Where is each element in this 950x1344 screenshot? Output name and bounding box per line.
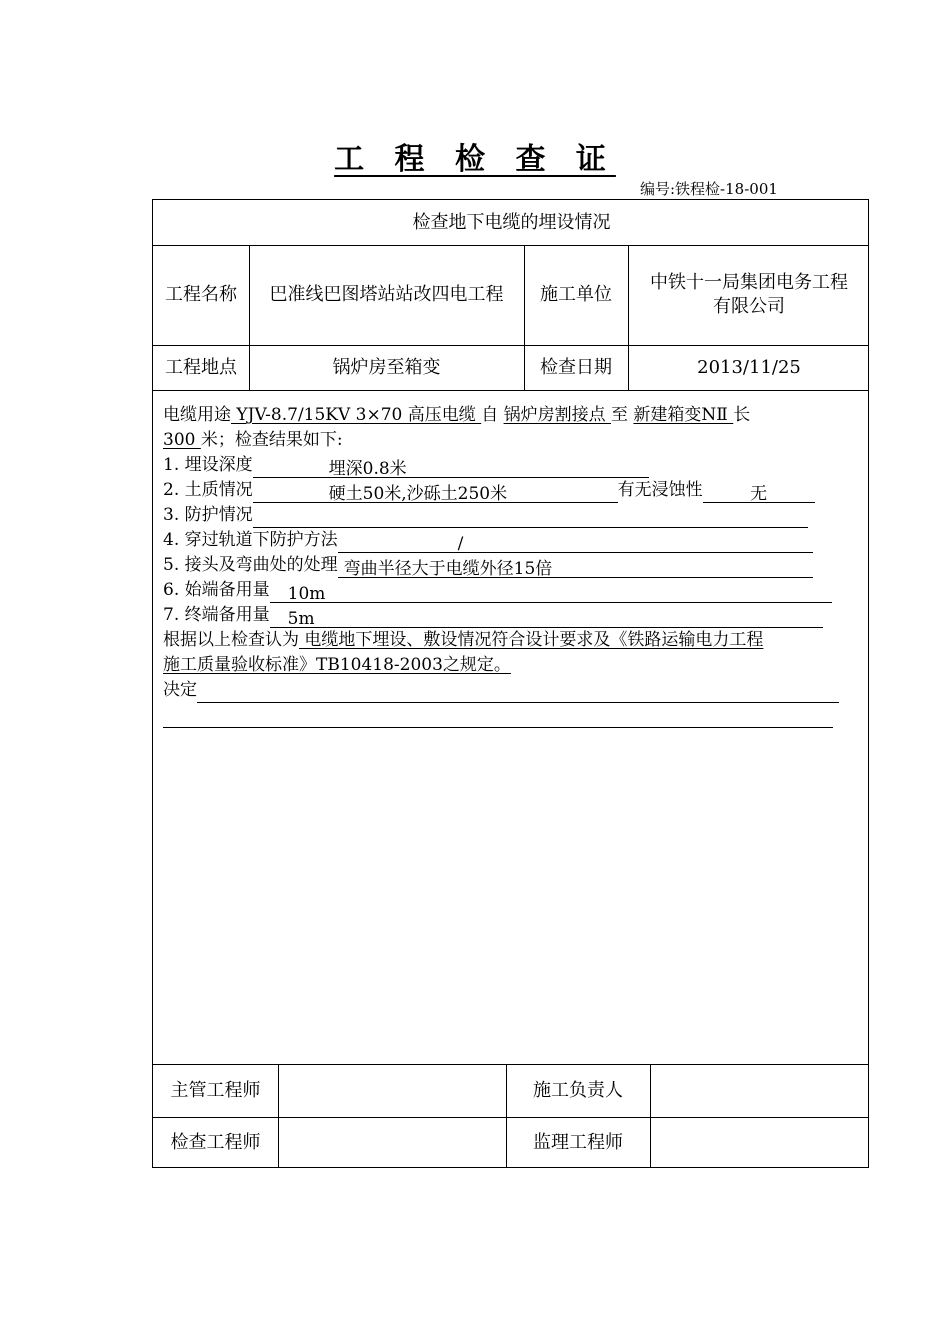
divider [153,390,868,391]
inspection-content [163,403,863,728]
fill-line [163,707,833,728]
fill-line [338,532,813,553]
item-end-reserve [163,603,863,628]
decision-label: 决定 [163,680,197,700]
cable-length: 300 [163,430,201,450]
form-heading: 检查地下电缆的埋设情况 [412,211,611,233]
from-label: 自 [481,405,499,425]
erosion-value: 无 [750,484,768,504]
conclusion-line-2 [163,653,863,678]
soil-value: 硬土50米,沙砾土250米 [328,484,508,504]
fill-line [338,557,813,578]
fill-line [197,682,839,703]
erosion-label: 有无浸蚀性 [617,480,703,500]
cable-purpose-label: 电缆用途 [163,405,231,425]
project-name-value: 巴准线巴图塔站站改四电工程 [269,284,504,305]
track-crossing-value: / [457,534,464,554]
cable-purpose-line [163,403,863,428]
contractor-label: 施工单位 [540,284,612,305]
from-point: 锅炉房割接点 [503,405,611,425]
item-soil [163,478,863,503]
start-reserve-value: 10m [287,584,326,604]
item-label: 3. 防护情况 [163,505,253,525]
item-label: 5. 接头及弯曲处的处理 [163,555,338,575]
item-label: 7. 终端备用量 [163,605,270,625]
to-label: 至 [611,405,628,425]
conclusion-value: 电缆地下埋设、敷设情况符合设计要求及《铁路运输电力工程 [299,630,764,650]
fill-line [703,482,815,503]
length-line [163,428,863,453]
item-label: 4. 穿过轨道下防护方法 [163,530,338,550]
item-start-reserve [163,578,863,603]
divider [278,1064,279,1168]
chief-engineer-label: 主管工程师 [170,1079,261,1101]
item-label: 6. 始端备用量 [163,580,270,600]
decision-line [163,678,863,703]
contractor-value-line2: 有限公司 [713,296,785,317]
item-track-crossing [163,528,863,553]
project-name-label: 工程名称 [165,284,237,305]
document-number: 编号:铁程检-18-001 [640,180,778,198]
to-point: 新建箱变NⅡ [633,405,734,425]
inspection-form [152,199,869,1168]
fill-line [270,607,823,628]
contractor-value-line1: 中铁十一局集团电务工程 [650,272,848,293]
location-value: 锅炉房至箱变 [332,356,441,378]
decision-line-2 [163,703,863,728]
conclusion-value-continued: 施工质量验收标准》TB10418-2003之规定。 [163,655,511,675]
conclusion-line [163,628,863,653]
fill-line [253,482,618,503]
document-title: 工 程 检 查 证 [334,142,616,177]
date-label: 检查日期 [540,356,612,378]
item-label: 2. 土质情况 [163,480,253,500]
date-value: 2013/11/25 [697,356,801,378]
fill-line [270,582,832,603]
construction-lead-label: 施工负责人 [533,1079,623,1101]
end-reserve-value: 5m [287,609,315,629]
item-joints [163,553,863,578]
item-protection [163,503,863,528]
item-burial-depth [163,453,863,478]
fill-line [253,457,649,478]
supervision-engineer-label: 监理工程师 [533,1131,623,1153]
item-label: 1. 埋设深度 [163,455,253,475]
joints-value: 弯曲半径大于电缆外径15倍 [343,559,553,579]
length-label: 长 [733,405,751,425]
burial-depth-value: 埋深0.8米 [328,459,407,479]
divider [650,1064,651,1168]
inspection-engineer-label: 检查工程师 [170,1131,261,1153]
contractor-value [628,245,870,345]
location-label: 工程地点 [165,356,237,378]
cable-type: YJV-8.7/15KV 3×70 高压电缆 [231,405,482,425]
fill-line [253,507,808,528]
conclusion-label: 根据以上检查认为 [163,630,299,650]
result-intro: 米；检查结果如下: [200,430,343,450]
